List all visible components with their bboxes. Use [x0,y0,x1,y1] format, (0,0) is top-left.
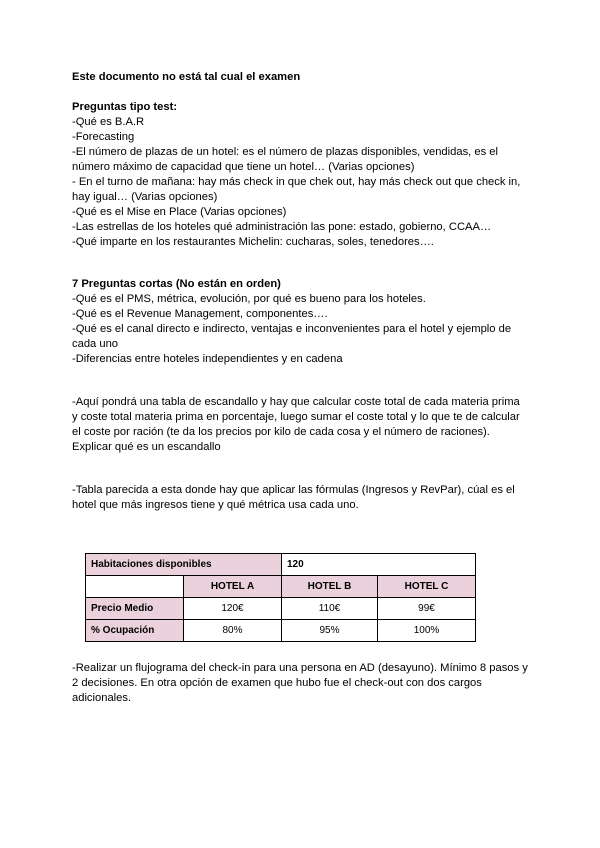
table-cell: 99€ [378,598,476,620]
test-section [72,100,528,250]
short-section-heading: 7 Preguntas cortas (No están en orden) [72,278,281,290]
table-cell: 120€ [184,598,282,620]
document-title: Este documento no está tal cual el examen [72,71,301,83]
revpar-paragraph: -Tabla parecida a esta donde hay que aplicar las fórmulas (Ingresos y RevPar), cúal es el hotel que más ingresos tiene y qué métrica usa cada uno. [72,484,515,511]
test-section-heading: Preguntas tipo test: [72,101,178,113]
table-cell: 100% [378,620,476,642]
escandallo-paragraph: -Aquí pondrá una tabla de escandallo y hay que calcular coste total de cada materia prima y coste total materia prima en porcentaje, luego sumar el coste total y lo que te de calcular el coste por ración (te da los precios por kilo de cada cosa y el número de raciones). Explicar qué es un escandallo [72,396,520,453]
test-question: número máximo de capacidad que tiene un hotel… (Varias opciones) [72,161,415,173]
test-question: -Las estrellas de los hoteles qué administración las pone: estado, gobierno, CCAA… [72,221,492,233]
short-question: -Diferencias entre hoteles independientes y en cadena [72,353,343,365]
short-question: -Qué es el canal directo e indirecto, ventajas e inconvenientes para el hotel y ejemplo de [72,323,512,335]
table-header-row [86,576,476,598]
table-header-empty [86,576,184,598]
test-question: -Qué es el Mise en Place (Varias opciones) [72,206,287,218]
hotel-occupancy-table [85,553,476,642]
test-question: hay igual… (Varias opciones) [72,191,218,203]
table-header-hotel-a: HOTEL A [184,576,282,598]
available-rooms-label: Habitaciones disponibles [86,554,282,576]
short-question: cada uno [72,338,119,350]
row-label-precio-medio: Precio Medio [86,598,184,620]
short-question: -Qué es el Revenue Management, componentes…. [72,308,328,320]
flujograma-paragraph: -Realizar un flujograma del check-in para una persona en AD (desayuno). Mínimo 8 pasos y 2 decisiones. En otra opción de examen que hubo fue el check-out con dos cargos adicionales. [72,662,528,704]
document-title-block [72,70,528,85]
test-question: -Qué es B.A.R [72,116,145,128]
row-label-ocupacion: % Ocupación [86,620,184,642]
table-cell: 110€ [282,598,378,620]
test-question: -Qué imparte en los restaurantes Michelin: cucharas, soles, tenedores…. [72,236,434,248]
table-header-hotel-c: HOTEL C [378,576,476,598]
test-question: -Forecasting [72,131,135,143]
available-rooms-value: 120 [282,554,476,576]
test-question: - En el turno de mañana: hay más check in que chek out, hay más check out que check in, [72,176,521,188]
test-question: -El número de plazas de un hotel: es el número de plazas disponibles, vendidas, es el [72,146,499,158]
short-section [72,277,528,367]
table-row [86,620,476,642]
table-cell: 80% [184,620,282,642]
table-cell: 95% [282,620,378,642]
short-question: -Qué es el PMS, métrica, evolución, por qué es bueno para los hoteles. [72,293,426,305]
table-header-hotel-b: HOTEL B [282,576,378,598]
available-rooms-row [86,554,476,576]
table-row [86,598,476,620]
